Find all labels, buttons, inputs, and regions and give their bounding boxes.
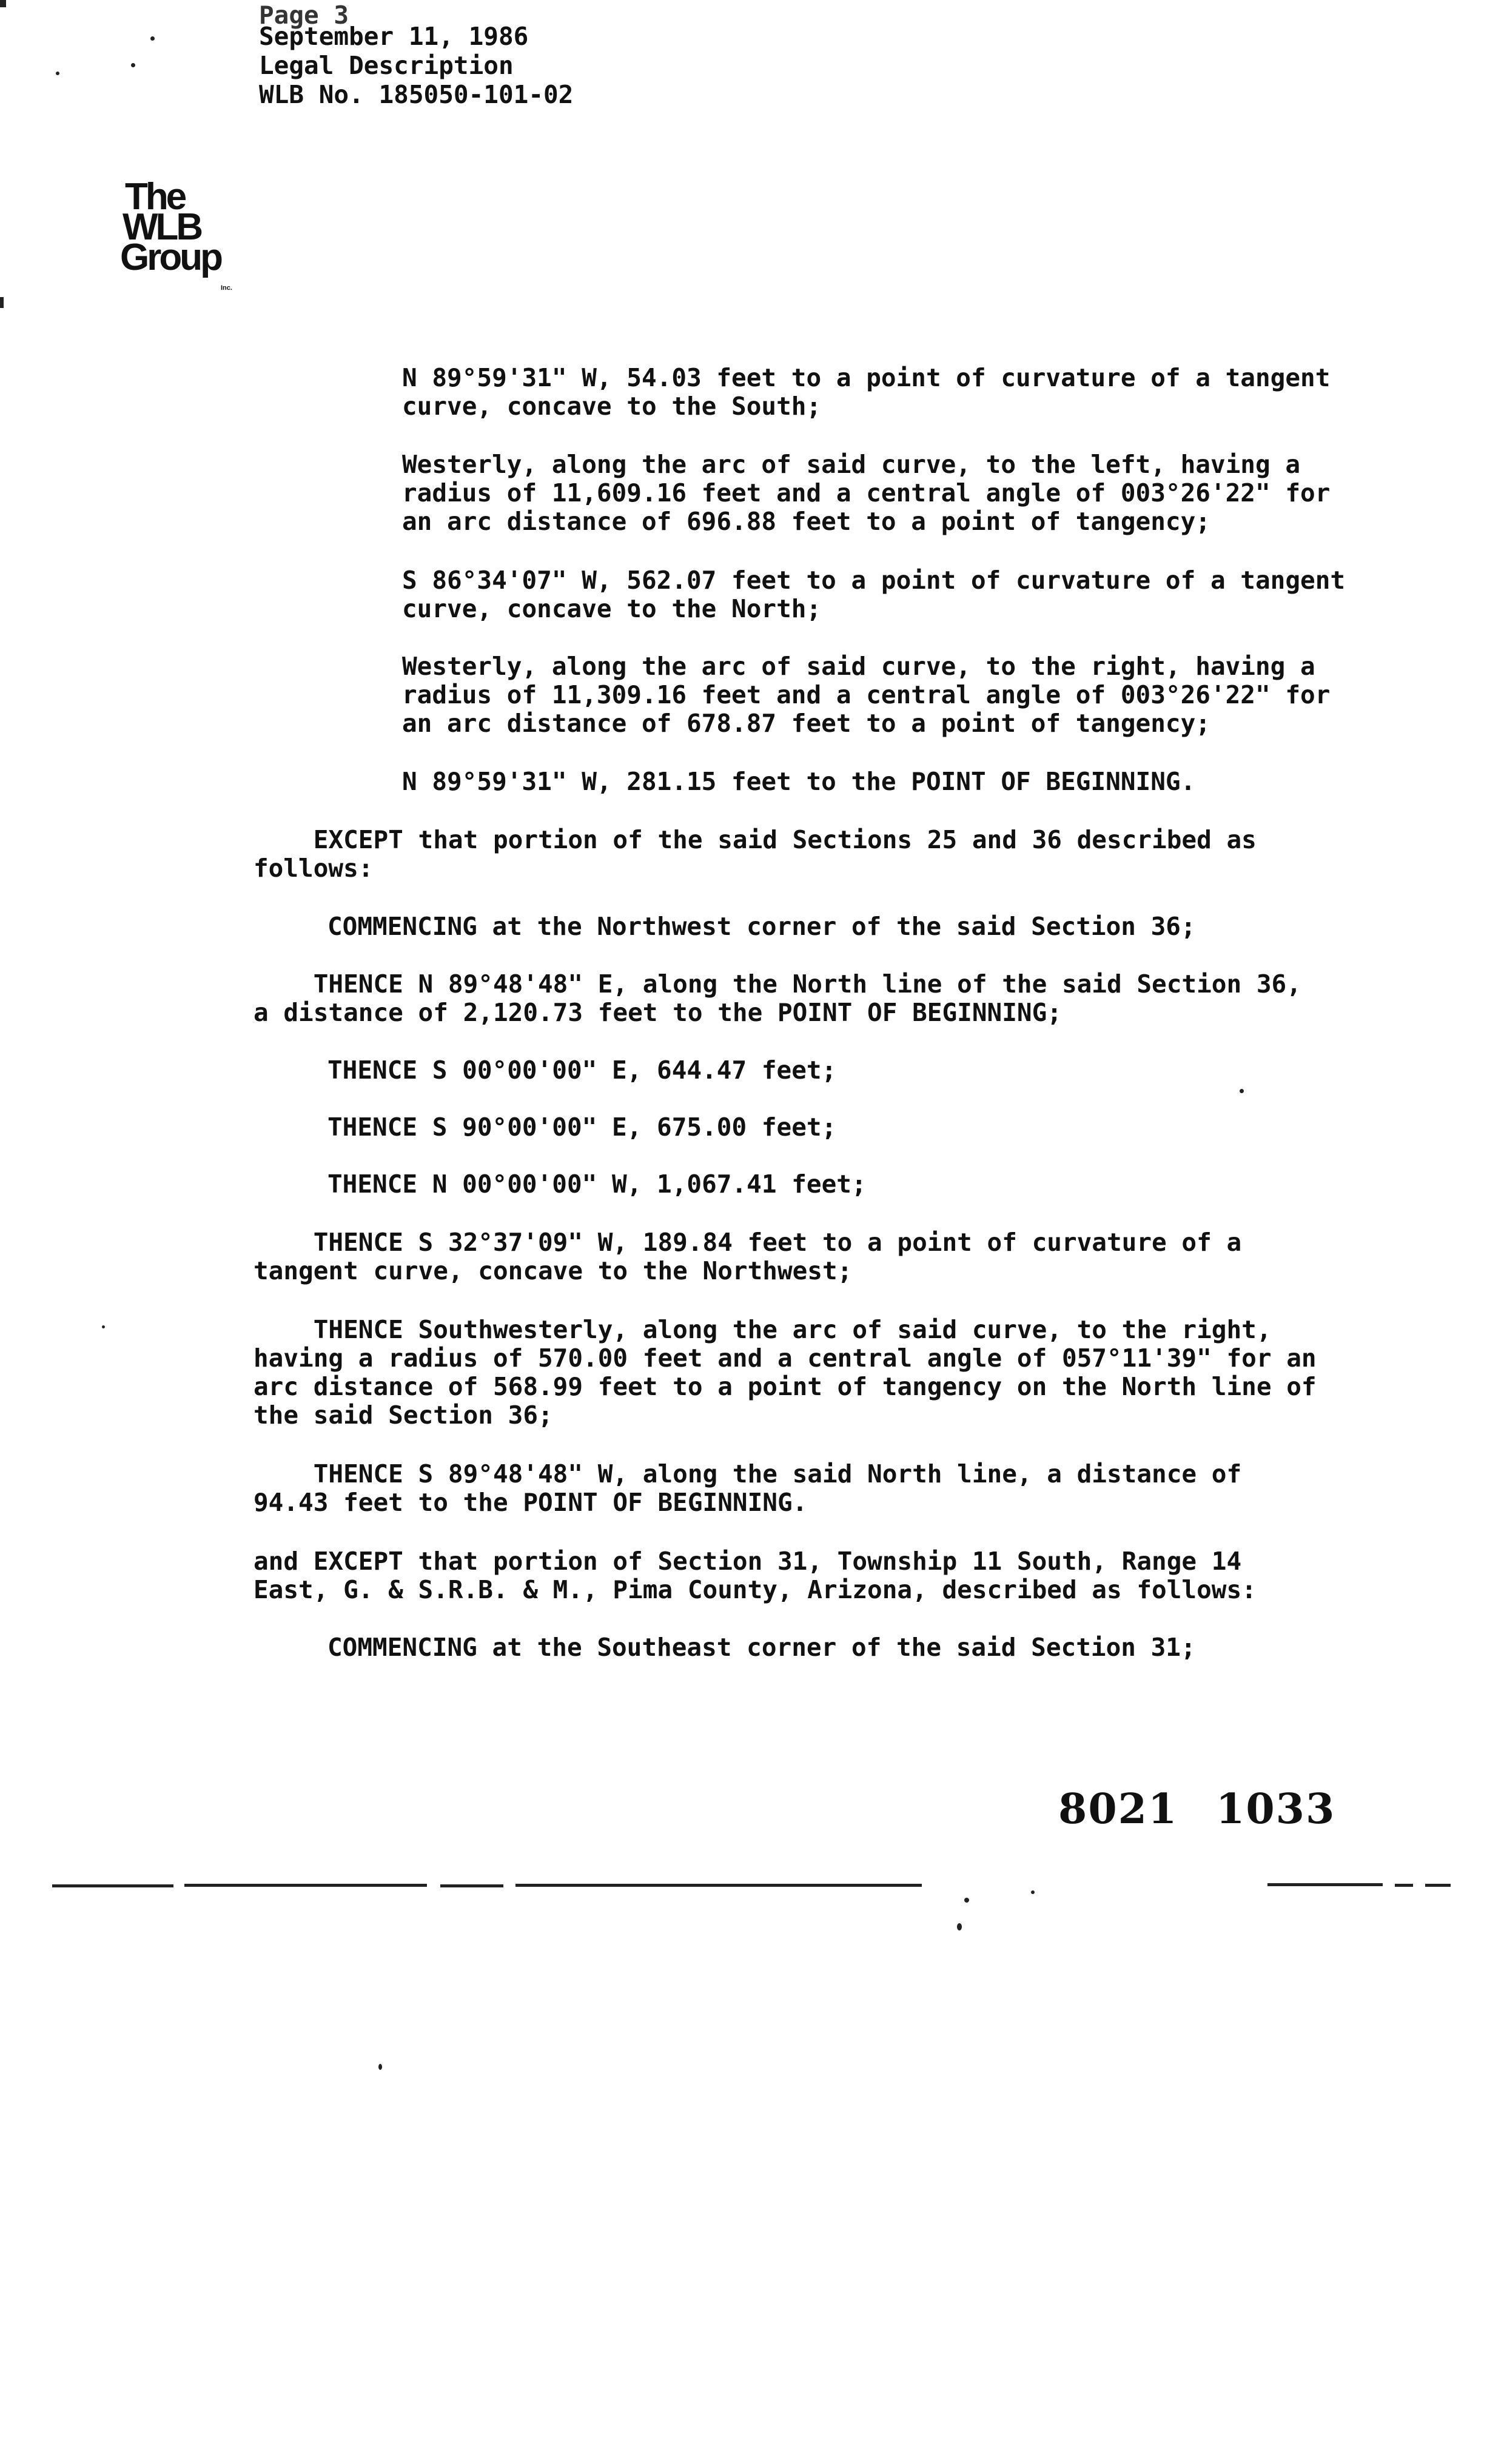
paragraph-commencing-northwest: COMMENCING at the Northwest corner of the said Section 36; xyxy=(327,912,1196,941)
paragraph-3: S 86°34'07" W, 562.07 feet to a point of curvature of a tangent curve, concave to the North; xyxy=(402,566,1346,623)
logo-line-the: The xyxy=(125,176,185,218)
scan-speck xyxy=(1240,1089,1244,1093)
paragraph-thence-southwesterly: THENCE Southwesterly, along the arc of said curve, to the right, having a radius of 570.00 feet and a central angle of 057°11'39" for an arc distance of 568.99 feet to a point of tangency on the North line of the said Section 36; xyxy=(253,1315,1317,1430)
divider-segment xyxy=(52,1884,173,1887)
scan-speck xyxy=(150,36,155,41)
scan-speck xyxy=(56,72,59,75)
paragraph-except-sections-25-36: EXCEPT that portion of the said Sections 25 and 36 described as follows: xyxy=(253,825,1257,883)
logo-line-wlb: WLB xyxy=(123,206,201,248)
logo-inc: Inc. xyxy=(221,284,232,292)
divider-segment xyxy=(440,1884,503,1887)
divider-segment xyxy=(515,1884,922,1887)
paragraph-thence-north-line: THENCE N 89°48'48" E, along the North line of the said Section 36, a distance of 2,120.73 feet to the POINT OF BEGINNING; xyxy=(253,969,1301,1027)
scan-edge-mark xyxy=(0,0,6,7)
document-header xyxy=(259,1,574,109)
paragraph-thence-s-94: THENCE S 89°48'48" W, along the said North line, a distance of 94.43 feet to the POINT OF BEGINNING. xyxy=(253,1459,1242,1517)
paragraph-1: N 89°59'31" W, 54.03 feet to a point of curvature of a tangent curve, concave to the South; xyxy=(402,363,1331,421)
divider-segment xyxy=(184,1884,427,1887)
paragraph-2: Westerly, along the arc of said curve, to the left, having a radius of 11,609.16 feet and a central angle of 003°26'22" for an arc distance of 696.88 feet to a point of tangency; xyxy=(402,450,1331,536)
scan-speck xyxy=(102,1325,105,1328)
scan-edge-mark xyxy=(0,297,4,308)
paragraph-4: Westerly, along the arc of said curve, to the right, having a radius of 11,309.16 feet and a central angle of 003°26'22" for an arc distance of 678.87 feet to a point of tangency; xyxy=(402,652,1331,738)
paragraph-thence-s-644: THENCE S 00°00'00" E, 644.47 feet; xyxy=(327,1056,837,1085)
divider-segment xyxy=(1425,1884,1451,1887)
logo-line-group: Group xyxy=(120,236,221,278)
divider-segment xyxy=(1395,1884,1413,1887)
wlb-number: WLB No. 185050-101-02 xyxy=(259,80,574,109)
scan-speck xyxy=(378,2064,382,2070)
document-type: Legal Description xyxy=(259,51,514,80)
document-date: September 11, 1986 xyxy=(259,22,529,51)
wlb-group-logo xyxy=(120,176,232,292)
divider-segment xyxy=(1267,1883,1383,1886)
paragraph-except-section-31: and EXCEPT that portion of Section 31, Township 11 South, Range 14 East, G. & S.R.B. & M., Pima County, Arizona, described as follows: xyxy=(253,1547,1257,1604)
recording-docket: 8021 xyxy=(1058,1785,1178,1833)
paragraph-thence-s-675: THENCE S 90°00'00" E, 675.00 feet; xyxy=(327,1113,837,1142)
scan-speck xyxy=(1031,1890,1035,1894)
scan-speck xyxy=(131,63,135,67)
paragraph-thence-n-1067: THENCE N 00°00'00" W, 1,067.41 feet; xyxy=(327,1170,867,1199)
scan-speck xyxy=(964,1898,969,1903)
paragraph-commencing-southeast: COMMENCING at the Southeast corner of the said Section 31; xyxy=(327,1633,1196,1662)
page-number: Page 3 xyxy=(259,1,349,30)
paragraph-thence-s-189: THENCE S 32°37'09" W, 189.84 feet to a point of curvature of a tangent curve, concave to the Northwest; xyxy=(253,1228,1242,1285)
recording-page: 1033 xyxy=(1216,1785,1336,1833)
paragraph-5: N 89°59'31" W, 281.15 feet to the POINT OF BEGINNING. xyxy=(402,767,1196,796)
scan-speck xyxy=(957,1923,962,1930)
